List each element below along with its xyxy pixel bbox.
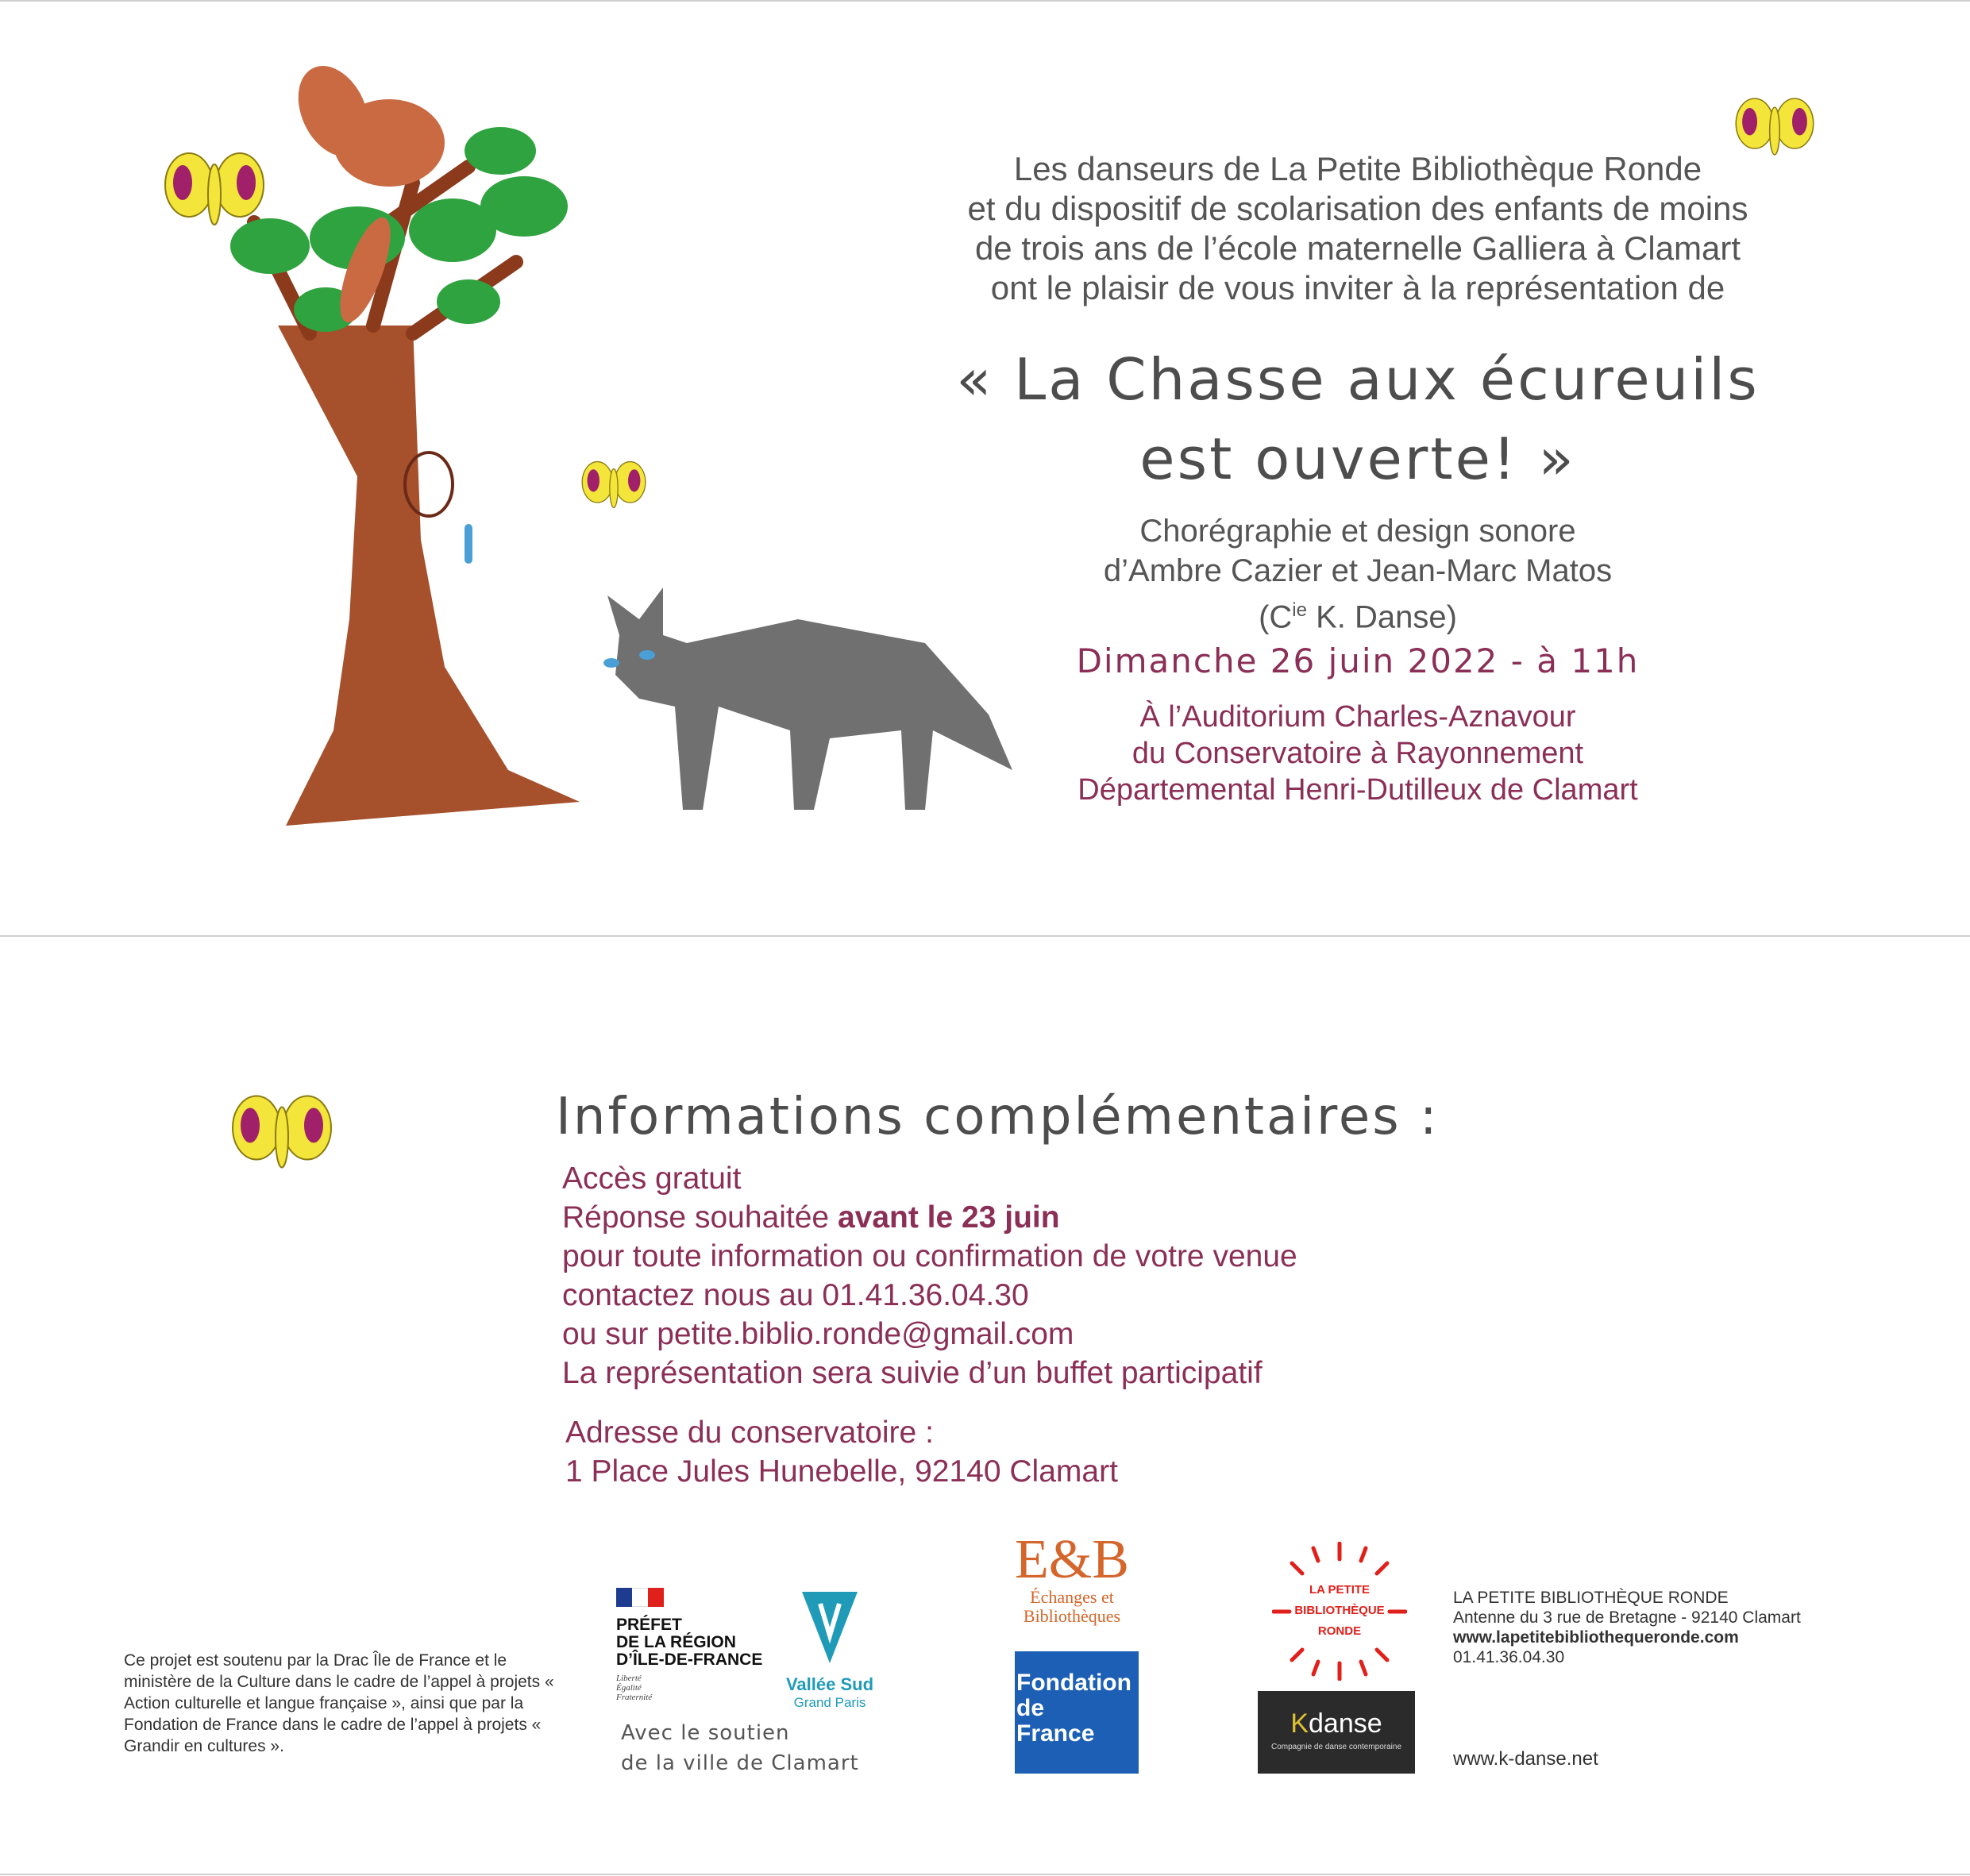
response-line xyxy=(562,1198,1297,1237)
lpbr-name: LA PETITE BIBLIOTHÈQUE RONDE xyxy=(1453,1589,1729,1607)
info-block xyxy=(562,1159,1297,1393)
show-title xyxy=(834,340,1882,499)
eb-logo xyxy=(1008,1529,1135,1626)
title-line-1: « La Chasse aux écureuils xyxy=(956,346,1760,413)
intro-line: Les danseurs de La Petite Bibliothèque Ronde xyxy=(1013,150,1702,187)
eb-sub-line: Échanges et xyxy=(1030,1587,1114,1607)
eb-mark: E&B xyxy=(1015,1529,1129,1590)
soutien-text xyxy=(621,1718,859,1778)
french-flag-icon xyxy=(616,1588,664,1607)
lpbr-address: Antenne du 3 rue de Bretagne - 92140 Clamart xyxy=(1453,1608,1801,1627)
company-sup: ie xyxy=(1292,599,1307,621)
contact-line: pour toute information ou confirmation de votre venue xyxy=(562,1239,1297,1273)
address-block xyxy=(565,1413,1118,1491)
access-text: Accès gratuit xyxy=(562,1161,742,1196)
venue xyxy=(945,699,1771,808)
prefet-line: D’ÎLE-DE-FRANCE xyxy=(616,1651,763,1669)
response-deadline: avant le 23 juin xyxy=(837,1200,1060,1235)
motto-line: Égalité xyxy=(616,1683,642,1693)
intro-line: de trois ans de l’école maternelle Galliera à Clamart xyxy=(974,229,1741,267)
contact-line: ou sur petite.biblio.ronde@gmail.com xyxy=(562,1317,1074,1351)
lpbr-logo-line: BIBLIOTHÈQUE xyxy=(1294,1604,1385,1617)
contact-line: La représentation sera suivie d’un buffet participatif xyxy=(562,1356,1263,1390)
lpbr-web-link[interactable]: www.lapetitebibliothequeronde.com xyxy=(1453,1628,1739,1647)
prefet-line: PRÉFET xyxy=(616,1616,682,1634)
top-border xyxy=(0,0,1970,2)
venue-line: Départemental Henri-Dutilleux de Clamart xyxy=(1078,773,1638,807)
butterfly-icon xyxy=(578,456,650,520)
fold-divider xyxy=(0,935,1970,937)
motto-line: Liberté xyxy=(616,1674,642,1683)
fdf-line: France xyxy=(1016,1720,1095,1747)
vallee-sub: Grand Paris xyxy=(793,1695,866,1710)
bottom-border xyxy=(0,1874,1970,1875)
company-prefix: (C xyxy=(1259,599,1293,635)
lpbr-logo xyxy=(1272,1542,1407,1681)
credits xyxy=(945,511,1771,637)
kdanse-web-link[interactable]: www.k-danse.net xyxy=(1453,1748,1598,1770)
fdf-line: Fondation xyxy=(1016,1670,1131,1696)
butterfly-icon xyxy=(159,147,270,242)
fondation-de-france-logo xyxy=(1015,1651,1139,1774)
lpbr-contact xyxy=(1453,1588,1801,1667)
info-heading: Informations complémentaires : xyxy=(556,1088,1440,1146)
company-name: K. Danse) xyxy=(1306,599,1457,635)
support-text: Ce projet est soutenu par la Drac Île de France et le ministère de la Culture dans le cadre de l’appel à projets « Action culturelle et langue française », ainsi que par la Fondation de France dans le cadre de l’appel à projets « Grandir en cultures ». xyxy=(124,1651,554,1755)
kdanse-sub: Compagnie de danse contemporaine xyxy=(1271,1743,1401,1751)
venue-line: du Conservatoire à Rayonnement xyxy=(1131,737,1584,770)
intro-line: et du dispositif de scolarisation des enfants de moins xyxy=(967,190,1748,227)
contact-line: contactez nous au 01.41.36.04.30 xyxy=(562,1278,1029,1312)
venue-line: À l’Auditorium Charles-Aznavour xyxy=(1139,700,1576,734)
butterfly-icon xyxy=(226,1088,337,1187)
response-prefix: Réponse souhaitée xyxy=(562,1200,838,1235)
soutien-line: Avec le soutien xyxy=(621,1721,790,1745)
kdanse-logo xyxy=(1258,1691,1415,1774)
intro-line: ont le plaisir de vous inviter à la représentation de xyxy=(990,269,1725,306)
credits-line-1: Chorégraphie et design sonore xyxy=(1139,514,1576,549)
kdanse-rest: danse xyxy=(1309,1708,1382,1739)
eb-sub-line: Bibliothèques xyxy=(1023,1606,1121,1626)
address-text: 1 Place Jules Hunebelle, 92140 Clamart xyxy=(565,1454,1118,1489)
motto-line: Fraternité xyxy=(616,1693,653,1702)
credits-line-2: d’Ambre Cazier et Jean-Marc Matos xyxy=(1103,553,1613,588)
vallee-sud-icon xyxy=(798,1588,862,1667)
fdf-line: de xyxy=(1016,1695,1045,1721)
lpbr-phone: 01.41.36.04.30 xyxy=(1453,1648,1565,1666)
address-label: Adresse du conservatoire : xyxy=(565,1416,934,1450)
vallee-sud-logo xyxy=(778,1588,881,1711)
event-date: Dimanche 26 juin 2022 - à 11h xyxy=(1076,641,1640,680)
soutien-line: de la ville de Clamart xyxy=(621,1751,859,1775)
kdanse-k: K xyxy=(1290,1708,1309,1739)
company-line xyxy=(945,591,1771,637)
invitation-intro xyxy=(865,149,1850,308)
kdanse-name xyxy=(1258,1708,1415,1739)
vallee-name: Vallée Sud xyxy=(785,1674,874,1694)
title-line-2: est ouverte! » xyxy=(1139,426,1576,492)
prefet-line: DE LA RÉGION xyxy=(616,1633,736,1651)
lpbr-logo-line: LA PETITE xyxy=(1309,1583,1371,1597)
lpbr-logo-line: RONDE xyxy=(1317,1624,1362,1638)
